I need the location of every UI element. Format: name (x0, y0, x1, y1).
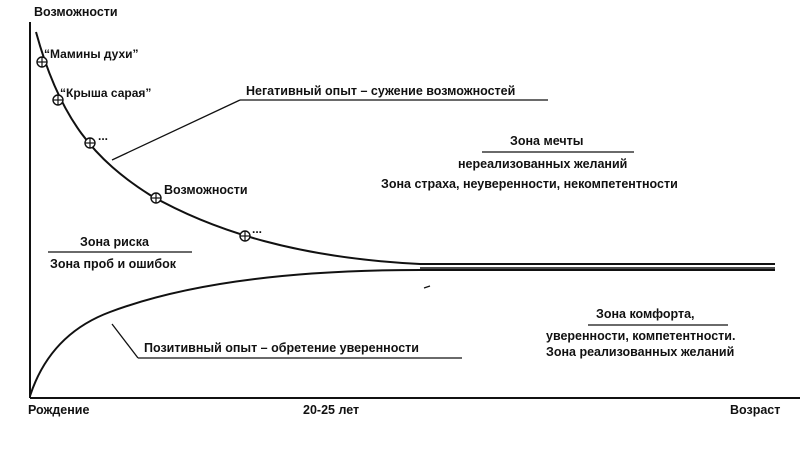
marker-label-4: Возможности (164, 183, 248, 197)
curve-marker-3 (85, 138, 95, 148)
comfort-zone-line1: уверенности, компетентности. (546, 329, 736, 343)
curve-marker-5 (240, 231, 250, 241)
negative-leader (112, 100, 240, 160)
dream-zone-line2: Зона страха, неуверенности, некомпетентности (381, 177, 678, 191)
negative-experience-label: Негативный опыт – сужение возможностей (246, 84, 516, 98)
x-axis-start-label: Рождение (28, 403, 90, 417)
x-axis-mid-label: 20-25 лет (303, 403, 360, 417)
dream-zone-line1: нереализованных желаний (458, 157, 628, 171)
comfort-zone-title: Зона комфорта, (596, 307, 695, 321)
x-axis-end-label: Возраст (730, 403, 781, 417)
possibilities-curve (36, 32, 775, 264)
dream-zone-title: Зона мечты (510, 134, 584, 148)
marker-label-3: ... (98, 129, 109, 143)
positive-experience-label: Позитивный опыт – обретение уверенности (144, 341, 419, 355)
marker-label-5: ... (252, 222, 263, 236)
comfort-zone-line2: Зона реализованных желаний (546, 345, 735, 359)
risk-zone-title: Зона риска (80, 235, 149, 249)
y-axis-label: Возможности (34, 5, 118, 19)
positive-leader (112, 324, 138, 358)
marker-label-2: “Крыша сарая” (60, 86, 152, 100)
risk-zone-line1: Зона проб и ошибок (50, 257, 176, 271)
curve-marker-4 (151, 193, 161, 203)
marker-label-1: “Мамины духи” (44, 47, 139, 61)
scan-mark (424, 286, 430, 288)
